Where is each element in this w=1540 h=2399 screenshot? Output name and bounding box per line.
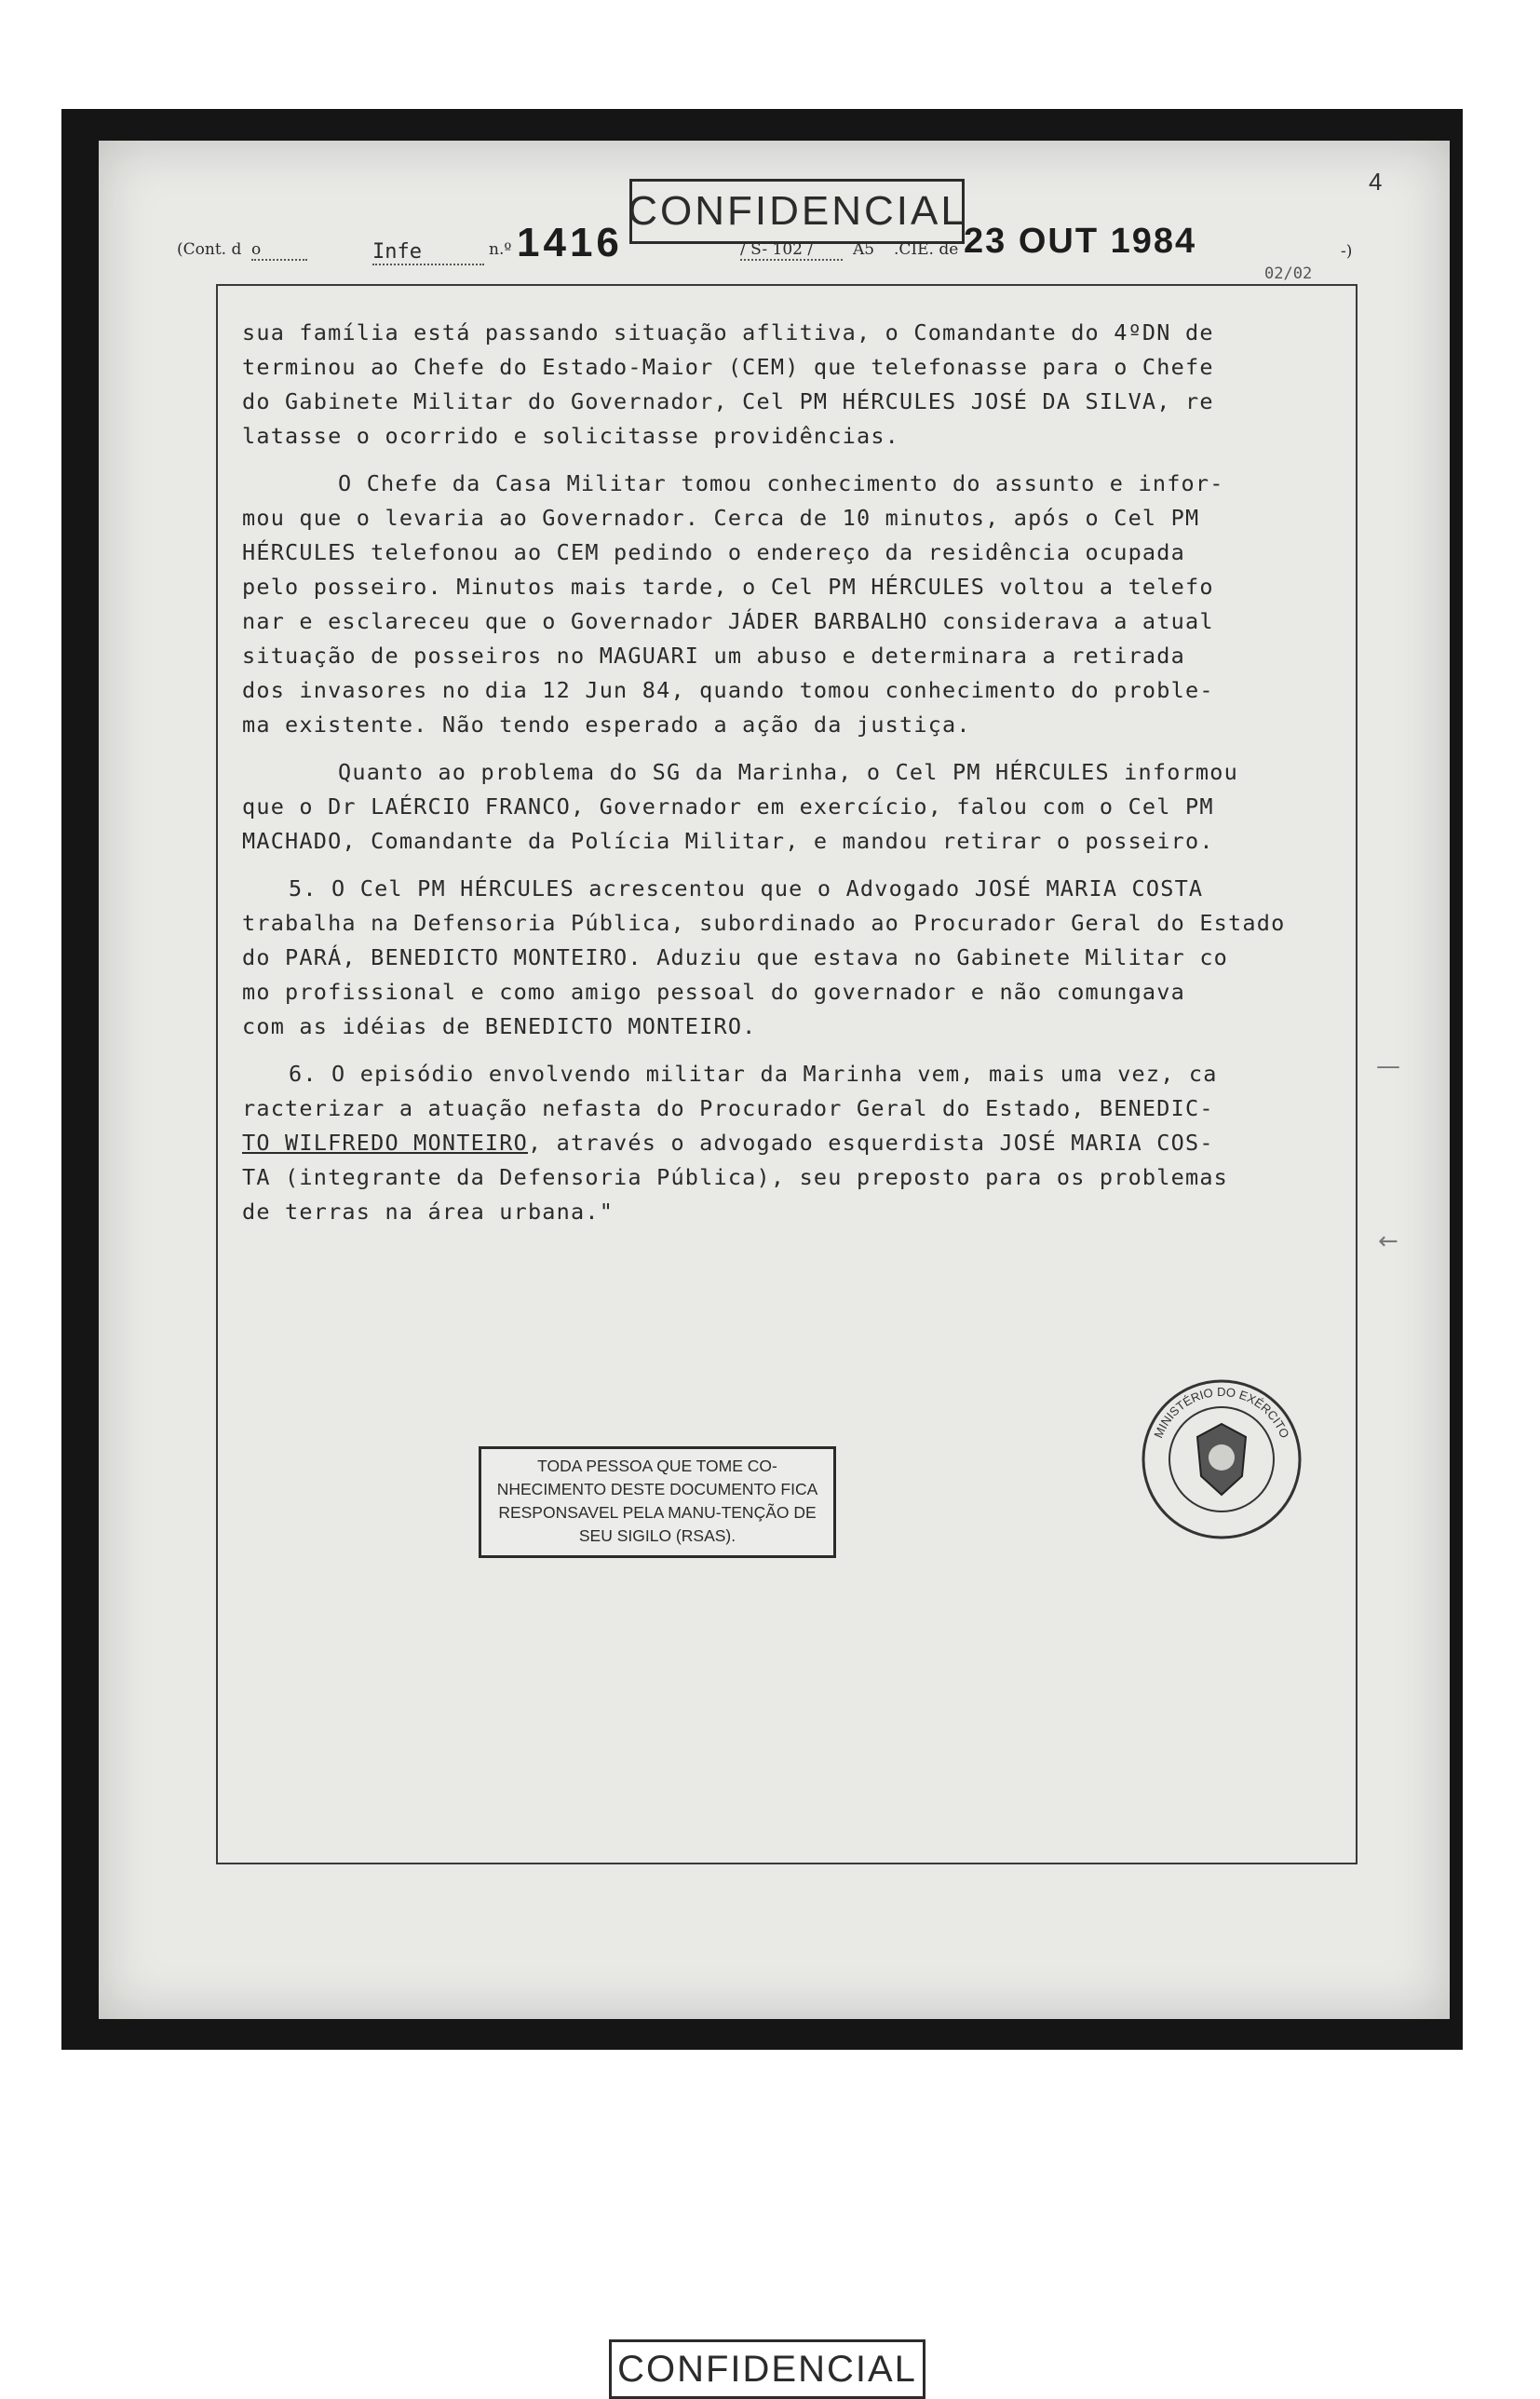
text-line xyxy=(242,1126,1341,1160)
paragraph-6 xyxy=(242,1057,1341,1229)
close-paren: -) xyxy=(1341,242,1353,261)
text-line: com as idéias de BENEDICTO MONTEIRO. xyxy=(242,1013,757,1039)
army-seal-icon xyxy=(1138,1376,1305,1543)
text-line: HÉRCULES telefonou ao CEM pedindo o endereço da residência ocupada xyxy=(242,539,1185,565)
text-line: mou que o levaria ao Governador. Cerca de 10 minutos, após o Cel PM xyxy=(242,505,1200,531)
text-fragment: , através o advogado esquerdista JOSÉ MARIA COS- xyxy=(527,1130,1214,1156)
confidentiality-notice: TODA PESSOA QUE TOME CO-NHECIMENTO DESTE DOCUMENTO FICA RESPONSAVEL PELA MANU-TENÇÃO DE SEU SIGILO (RSAS). xyxy=(479,1446,836,1558)
margin-mark: — xyxy=(1376,1052,1400,1080)
text-line: 5. O Cel PM HÉRCULES acrescentou que o Advogado JOSÉ MARIA COSTA xyxy=(289,875,1204,901)
text-line: trabalha na Defensoria Pública, subordinado ao Procurador Geral do Estado xyxy=(242,910,1286,936)
paragraph-1 xyxy=(242,316,1341,454)
series-value: / S- 102 / xyxy=(740,240,843,261)
text-line: latasse o ocorrido e solicitasse providências. xyxy=(242,423,900,449)
text-line: situação de posseiros no MAGUARI um abuso e determinara a retirada xyxy=(242,643,1185,669)
text-line: que o Dr LAÉRCIO FRANCO, Governador em exercício, falou com o Cel PM xyxy=(242,793,1214,820)
text-line: dos invasores no dia 12 Jun 84, quando tomou conhecimento do proble- xyxy=(242,677,1214,703)
text-line: pelo posseiro. Minutos mais tarde, o Cel PM HÉRCULES voltou a telefo xyxy=(242,574,1214,600)
text-line: racterizar a atuação nefasta do Procurador Geral do Estado, BENEDIC- xyxy=(242,1095,1214,1121)
handwritten-page-mark: 4 xyxy=(1369,168,1383,196)
paragraph-3 xyxy=(242,755,1341,859)
text-line: Quanto ao problema do SG da Marinha, o Cel PM HÉRCULES informou xyxy=(338,759,1238,785)
cont-value: o xyxy=(251,240,307,261)
cie-label: .CIE. de xyxy=(894,240,959,259)
paragraph-2 xyxy=(242,467,1341,742)
type-value: Infe xyxy=(372,240,484,265)
underlined-name: TO WILFREDO MONTEIRO xyxy=(242,1130,528,1156)
text-line: ma existente. Não tendo esperado a ação da justiça. xyxy=(242,712,971,738)
page-number: 02/02 xyxy=(1264,264,1313,283)
text-line: do Gabinete Militar do Governador, Cel PM HÉRCULES JOSÉ DA SILVA, re xyxy=(242,388,1214,414)
text-line: sua família está passando situação aflitiva, o Comandante do 4ºDN de xyxy=(242,319,1214,346)
document-number: 1416 xyxy=(517,220,623,265)
text-line: de terras na área urbana." xyxy=(242,1199,615,1225)
text-line: 6. O episódio envolvendo militar da Marinha vem, mais uma vez, ca xyxy=(289,1061,1218,1087)
margin-arrow-icon: ← xyxy=(1378,1227,1398,1255)
number-label: n.º xyxy=(489,240,512,259)
text-line: TA (integrante da Defensoria Pública), seu preposto para os problemas xyxy=(242,1164,1229,1190)
agency-value: A5 xyxy=(853,240,875,259)
document-date: 23 OUT 1984 xyxy=(964,222,1197,261)
cont-label: (Cont. d xyxy=(177,240,242,259)
confidential-stamp-bottom: CONFIDENCIAL xyxy=(609,2339,925,2399)
text-line: mo profissional e como amigo pessoal do governador e não comungava xyxy=(242,979,1185,1005)
seal-text: MINISTÉRIO DO EXÉRCITO xyxy=(1151,1384,1292,1441)
document-body xyxy=(242,316,1341,1242)
document-header xyxy=(177,222,1378,278)
confidential-stamp-top: CONFIDENCIAL xyxy=(629,179,965,244)
text-line: nar e esclareceu que o Governador JÁDER BARBALHO considerava a atual xyxy=(242,608,1214,634)
text-line: O Chefe da Casa Militar tomou conhecimento do assunto e infor- xyxy=(338,470,1224,496)
text-line: do PARÁ, BENEDICTO MONTEIRO. Aduziu que estava no Gabinete Militar co xyxy=(242,944,1229,970)
paragraph-5 xyxy=(242,872,1341,1044)
text-line: MACHADO, Comandante da Polícia Militar, e mandou retirar o posseiro. xyxy=(242,828,1214,854)
text-line: terminou ao Chefe do Estado-Maior (CEM) que telefonasse para o Chefe xyxy=(242,354,1214,380)
